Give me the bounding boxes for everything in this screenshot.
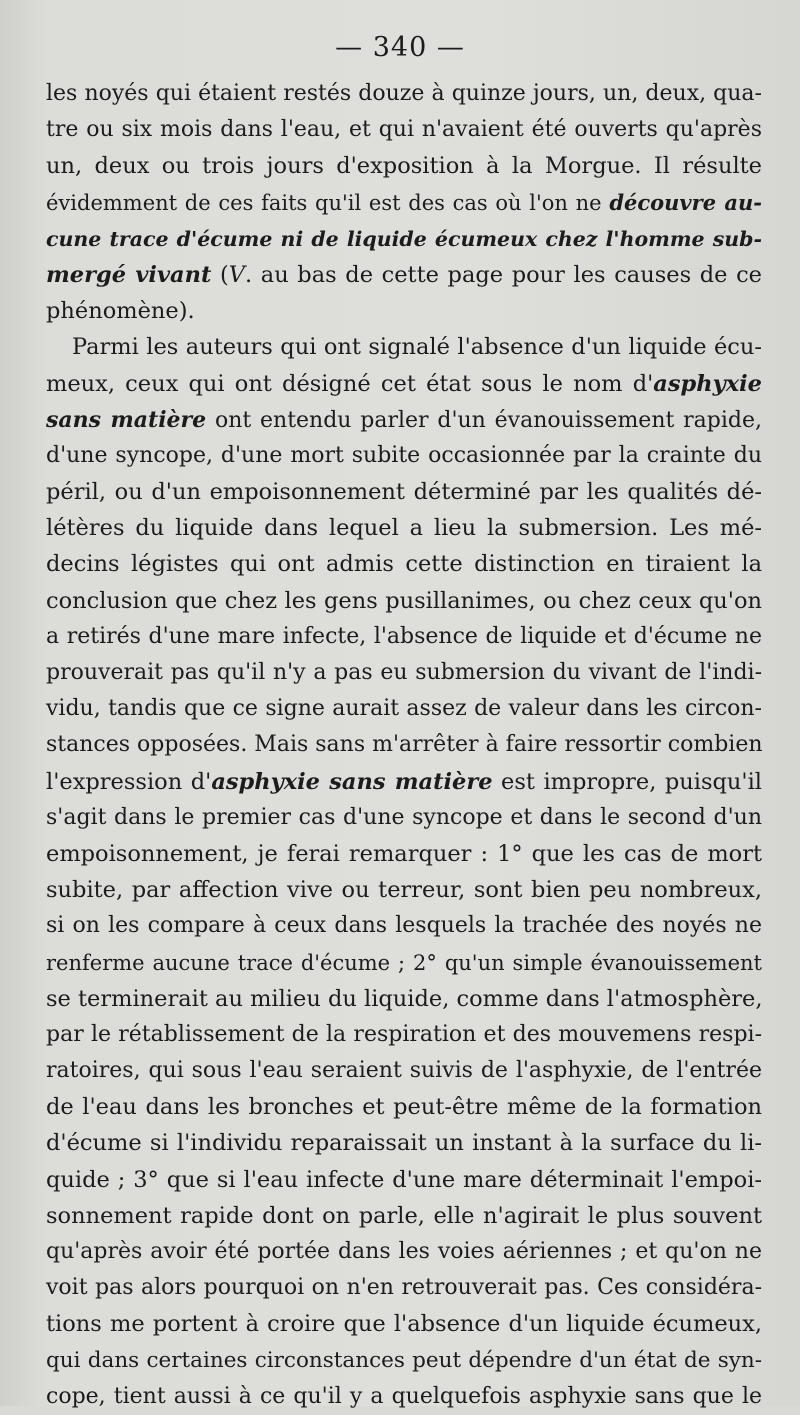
text-line: d'écume si l'individu reparaissait un instant à la surface du li- [46,1130,762,1157]
text-line: se terminerait au milieu du liquide, comme dans l'atmosphère, [46,985,763,1012]
text-line: phénomène). [46,298,195,325]
text-line: de l'eau dans les bronches et peut-être même de la formation [46,1094,762,1121]
text-line: d'une syncope, d'une mort subite occasionnée par la crainte du [46,442,762,468]
text-line: prouverait pas qu'il n'y a pas eu submersion du vivant de l'indi- [46,660,762,685]
text-line: létères du liquide dans lequel a lieu la submersion. Les mé- [46,515,762,542]
text-line: decins légistes qui ont admis cette distinction en tiraient la [46,551,762,578]
text-line: tre ou six mois dans l'eau, et qui n'avaient été ouverts qu'après [46,117,762,143]
text-line: voit pas alors pourquoi on n'en retrouverait pas. Ces considéra- [46,1275,762,1301]
text-line: renferme aucune trace d'écume ; 2° qu'un simple évanouissement [46,950,762,975]
emphasis-text: cune trace d'écume ni de liquide écumeux chez l'homme sub- [46,226,762,251]
reference-letter: V [228,261,246,288]
text-line: tions me portent à croire que l'absence d'un liquide écumeux, [46,1311,762,1338]
text-line: qu'après avoir été portée dans les voies aériennes ; et qu'on ne [46,1239,762,1264]
text-line: un, deux ou trois jours d'exposition à la Morgue. Il résulte [46,153,762,180]
text-line: ratoires, qui sous l'eau seraient suivis de l'asphyxie, de l'entrée [46,1058,762,1084]
text-line: évidemment de ces faits qu'il est des cas où l'on ne découvre au- [46,189,763,215]
text-line [46,221,762,257]
text-line: Parmi les auteurs qui ont signalé l'absence d'un liquide écu- [72,334,762,361]
text-line: qui dans certaines circonstances peut dépendre d'un état de syn- [46,1347,762,1373]
text-line: empoisonnement, je ferai remarquer : 1° que les cas de mort [46,840,762,867]
text-line: stances opposées. Mais sans m'arrêter à faire ressortir combien [46,732,763,758]
body-text [46,76,762,1415]
text-line: par le rétablissement de la respiration et des mouvemens respi- [46,1021,762,1047]
text-line: subite, par affection vive ou terreur, sont bien peu nombreux, [46,877,762,904]
text-line: conclusion que chez les gens pusillanimes, ou chez ceux qu'on [46,587,762,614]
text-line: s'agit dans le premier cas d'une syncope et dans le second d'un [46,804,762,830]
text-line: meux, ceux qui ont désigné cet état sous le nom d'asphyxie [46,370,762,397]
text-line: l'expression d'asphyxie sans matière est impropre, puisqu'il [46,768,762,795]
text-line: péril, ou d'un empoisonnement déterminé par les qualités dé- [46,479,762,506]
emphasis-text: sans matière [46,406,207,433]
text-line: quide ; 3° que si l'eau infecte d'une mare déterminait l'empoi- [46,1166,762,1193]
emphasis-text: asphyxie [653,370,762,397]
text-line: si on les compare à ceux dans lesquels la trachée des noyés ne [46,913,762,939]
text-line: sonnement rapide dont on parle, elle n'agirait le plus souvent [46,1202,762,1229]
text-line: cope, tient aussi à ce qu'il y a quelquefois asphyxie sans que le [46,1383,762,1409]
text-line: les noyés qui étaient restés douze à quinze jours, un, deux, qua- [46,81,762,106]
emphasis-text: asphyxie sans matière [211,768,493,795]
text-line: sans matière ont entendu parler d'un évanouissement rapide, [46,406,762,433]
emphasis-text: mergé vivant [46,261,212,288]
text-line: vidu, tandis que ce signe aurait assez de valeur dans les circon- [46,696,762,722]
text-line: mergé vivant (V. au bas de cette page pour les causes de ce [46,261,762,288]
emphasis-text: découvre au- [609,189,763,215]
page-number: — 340 — [335,32,465,63]
text-line: a retirés d'une mare infecte, l'absence de liquide et d'écume ne [46,623,762,649]
